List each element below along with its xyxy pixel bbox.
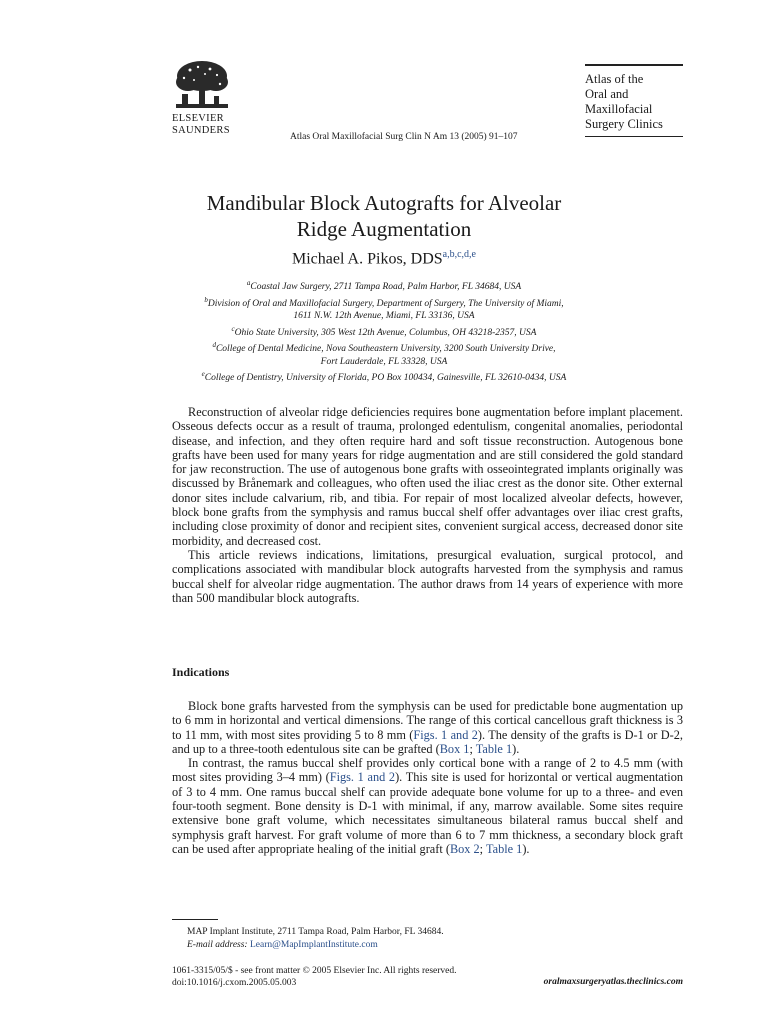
figure-link[interactable]: Figs. 1 and 2	[413, 727, 478, 742]
box-link[interactable]: Box 1	[439, 741, 470, 756]
indications-paragraph-2: In contrast, the ramus buccal shelf provides only cortical bone with a range of 2 to 4.5 mm (with most sites providing 3–4 mm) (Figs. 1 and 2). This site is used for horizontal or vertical augmentation of 3 to 4 mm. One ramus buccal shelf can provide adequate bone volume for up to a three- and even four-tooth segment. Bone density is D-1 with minimal, if any, marrow available. Some sites require extensive bone graft volume, which necessitates simultaneous bilateral ramus buccal shelf and symphysis graft harvest. For graft volume of more than 6 to 7 mm thickness, a secondary block graft can be used after appropriate healing of the initial graft (Box 2; Table 1).	[172, 756, 683, 856]
doi-line: doi:10.1016/j.cxom.2005.05.003	[172, 978, 297, 988]
table-link[interactable]: Table 1	[485, 841, 523, 856]
intro-section	[172, 405, 683, 605]
intro-paragraph-1: Reconstruction of alveolar ridge deficiencies requires bone augmentation before implant placement. Osseous defects occur as a result of trauma, prolonged edentulism, congenital anomalies, periodontal disease, and infection, and they often require hard and soft tissue reconstruction. Autogenous bone grafts have been used for many years for ridge augmentation and are still considered the gold standard for jaw reconstruction. The use of autogenous bone grafts with osseointegrated implants originally was discussed by Brånemark and colleagues, who often used the iliac crest as the donor site. Other external donor sites include calvarium, rib, and tibia. For repair of most localized alveolar defects, however, block bone grafts from the symphysis and ramus buccal shelf offer advantages over iliac crest grafts, including close proximity of donor and recipient sites, convenient surgical access, decreased donor site morbidity, and decreased cost.	[172, 405, 683, 548]
journal-title-line-4: Surgery Clinics	[585, 117, 663, 131]
affiliations	[0, 277, 768, 385]
publisher-logo	[172, 60, 232, 136]
author-line	[0, 249, 768, 268]
copyright-line: 1061-3315/05/$ - see front matter © 2005 Elsevier Inc. All rights reserved.	[172, 966, 457, 976]
table-link[interactable]: Table 1	[475, 741, 513, 756]
article-title-line-2: Ridge Augmentation	[296, 217, 472, 241]
affiliation-line: 1611 N.W. 12th Avenue, Miami, FL 33136, USA	[293, 311, 475, 322]
front-matter	[172, 965, 457, 989]
affiliation-line: $^b$Division of Oral and Maxillofacial Surgery, Department of Surgery, The University of Miami,	[204, 295, 564, 309]
journal-title-line-3: Maxillofacial	[585, 102, 653, 116]
journal-box-bottom-rule	[585, 136, 683, 137]
publisher-imprint: SAUNDERS	[172, 125, 230, 136]
email-link[interactable]: Learn@MapImplantInstitute.com	[249, 940, 378, 950]
box-link[interactable]: Box 2	[449, 841, 480, 856]
elsevier-tree-icon	[172, 60, 232, 112]
journal-box-top-rule	[585, 64, 683, 66]
indications-section	[172, 699, 683, 856]
section-heading-indications: Indications	[172, 665, 230, 679]
intro-paragraph-2: This article reviews indications, limitations, presurgical evaluation, surgical protocol, and complications associated with mandibular block autografts harvested from the symphysis and ramus buccal shelf for alveolar ridge augmentation. The author draws from 14 years of experience with more than 500 mandibular block autografts.	[172, 547, 683, 605]
footnote-address: MAP Implant Institute, 2711 Tampa Road, Palm Harbor, FL 34684.	[187, 927, 444, 937]
affiliation-line: Fort Lauderdale, FL 33328, USA	[320, 356, 448, 367]
affiliation-line: $^d$College of Dental Medicine, Nova Southeastern University, 3200 South University Drive,	[212, 341, 556, 355]
journal-website[interactable]: oralmaxsurgeryatlas.theclinics.com	[543, 977, 683, 987]
affiliation-line: $^e$College of Dentistry, University of Florida, PO Box 100434, Gainesville, FL 32610-0434, USA	[201, 370, 567, 384]
author-name: Michael A. Pikos, DDS	[292, 250, 443, 268]
publisher-name: ELSEVIER	[172, 113, 224, 124]
journal-citation: Atlas Oral Maxillofacial Surg Clin N Am 13 (2005) 91–107	[290, 132, 518, 142]
journal-title-line-1: Atlas of the	[585, 72, 644, 86]
journal-title-box	[585, 64, 683, 137]
author-affiliation-marks[interactable]: a,b,c,d,e	[442, 249, 476, 260]
footnote-rule	[172, 919, 218, 920]
footnote	[187, 926, 444, 952]
email-label: E-mail address:	[187, 940, 248, 950]
affiliation-line: $^a$Coastal Jaw Surgery, 2711 Tampa Road, Palm Harbor, FL 34684, USA	[246, 279, 522, 293]
figure-link[interactable]: Figs. 1 and 2	[329, 770, 396, 785]
article-title-line-1: Mandibular Block Autografts for Alveolar	[206, 191, 562, 215]
journal-title-line-2: Oral and	[585, 87, 629, 101]
footnote-email-line	[187, 939, 444, 952]
article-title	[0, 190, 768, 242]
affiliation-line: $^c$Ohio State University, 305 West 12th Avenue, Columbus, OH 43218-2357, USA	[231, 324, 537, 338]
indications-paragraph-1: Block bone grafts harvested from the symphysis can be used for predictable bone augmentation up to 6 mm in horizontal and vertical dimensions. The range of this cortical cancellous graft thickness is 3 to 11 mm, with most sites providing 5 to 8 mm (Figs. 1 and 2). The density of the grafts is D-1 or D-2, and up to a three-tooth edentulous site can be grafted (Box 1; Table 1).	[172, 699, 683, 756]
